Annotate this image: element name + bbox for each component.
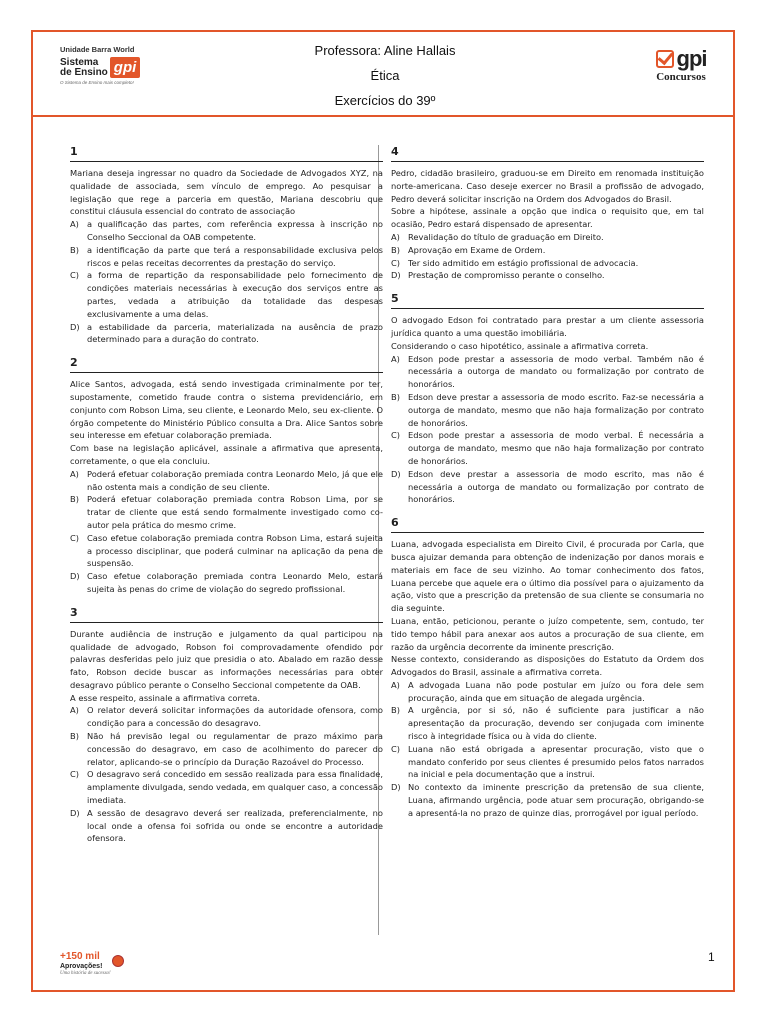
option-d xyxy=(391,781,704,819)
option-b xyxy=(391,391,704,429)
option-letter: A) xyxy=(391,231,400,242)
option-text: Caso efetue colaboração premiada contra Leonardo Melo, estará sujeita às penas do crime de violação do segredo profissional. xyxy=(87,571,383,594)
option-b xyxy=(391,244,704,257)
question-text: Mariana deseja ingressar no quadro da Sociedade de Advogados XYZ, na qualidade de associada, sem vínculo de emprego. Ao pesquisar a legislação que rege a parceria em questão, Mariana descobriu que constitui cláusula essencial do contrato de associação xyxy=(70,168,383,217)
option-list xyxy=(70,218,383,346)
option-letter: C) xyxy=(391,257,401,268)
option-b xyxy=(70,244,383,270)
option-b xyxy=(391,704,704,742)
option-letter: A) xyxy=(391,679,400,690)
option-letter: C) xyxy=(391,430,401,441)
option-text: Aprovação em Exame de Ordem. xyxy=(408,244,546,255)
option-letter: A) xyxy=(70,468,79,479)
option-letter: C) xyxy=(70,270,80,281)
option-d xyxy=(391,468,704,506)
option-list xyxy=(70,704,383,845)
question-4 xyxy=(391,145,704,282)
option-text: a estabilidade da parceria, materializada na ausência de prazo determinado para a duração do contrato. xyxy=(87,321,383,345)
option-text: Edson deve prestar a assessoria de modo escrito, mas não é necessária a outorga de mandato ou formalização por contrato de honorários. xyxy=(408,468,704,505)
option-letter: B) xyxy=(391,391,400,402)
option-text: Edson pode prestar a assessoria de modo verbal. Também não é necessária a outorga de mandato ou formalização por contrato de honorários. xyxy=(408,353,704,390)
option-d xyxy=(70,321,383,347)
left-column xyxy=(70,145,383,855)
option-a xyxy=(391,679,704,705)
logo-system-label: Sistema de Ensino xyxy=(60,56,108,78)
logo-system-text xyxy=(60,58,108,78)
option-text: A advogada Luana não pode postular em juízo ou fora dele sem procuração, ainda que em situação de alegada urgência. xyxy=(408,679,704,703)
option-c xyxy=(391,429,704,467)
option-c xyxy=(70,269,383,320)
logo-right-sub: Concursos xyxy=(656,71,706,83)
option-letter: C) xyxy=(391,743,401,754)
option-list xyxy=(391,679,704,820)
logo-right-brand: gpi xyxy=(676,46,707,71)
option-text: Ter sido admitido em estágio profissional de advocacia. xyxy=(408,257,639,268)
option-b xyxy=(70,730,383,768)
question-2 xyxy=(70,356,383,596)
option-text: a qualificação das partes, com referência expressa à inscrição no Conselho Seccional da OAB competente. xyxy=(87,219,383,242)
option-letter: C) xyxy=(70,769,80,780)
option-letter: B) xyxy=(70,244,79,255)
question-3 xyxy=(70,606,383,846)
logo-unit-name: Unidade Barra World xyxy=(60,45,135,54)
question-text: Durante audiência de instrução e julgamento da qual participou na qualidade de advogado, Robson foi comprovadamente ofendido por palavras desferidas pelo juiz que presidia o ato. Abalado em razão desse fato, Robson decide buscar as informações necessárias para obter desagravo público perante o Conselho Seccional competente da OAB. xyxy=(70,628,383,690)
option-text: a forma de repartição da responsabilidade pelo fornecimento de condições materiais necessárias à execução dos serviços entre as partes, vedada a atribuição da totalidade das despesas exclusivamente a uma delas. xyxy=(87,270,383,319)
question-number: 5 xyxy=(391,292,704,309)
option-text: Revalidação do título de graduação em Direito. xyxy=(408,231,604,242)
option-letter: D) xyxy=(391,270,401,281)
option-c xyxy=(70,532,383,570)
right-column xyxy=(391,145,704,830)
option-letter: A) xyxy=(70,705,79,716)
option-text: a identificação da parte que terá a responsabilidade exclusiva pelos riscos e pelas receitas decorrentes da prestação do serviço. xyxy=(87,244,383,268)
question-1 xyxy=(70,145,383,346)
option-text: O desagravo será concedido em sessão realizada para essa finalidade, amplamente divulgada, sendo vedada, em qualquer caso, a concessão imediata. xyxy=(87,769,383,806)
medal-icon xyxy=(112,955,124,967)
option-letter: D) xyxy=(70,571,80,582)
logo-tagline: O Sistema de Ensino mais completo! xyxy=(60,80,134,85)
question-text-2: Luana, então, peticionou, perante o juízo competente, sem, contudo, ter tido tempo hábil para anexar aos autos a procuração de sua cliente, em razão da urgência decorrente da iminente prescrição. xyxy=(391,615,704,652)
option-list xyxy=(391,353,704,507)
logo-gpi-brand: gpi xyxy=(110,57,141,78)
option-letter: B) xyxy=(70,494,79,505)
question-number: 3 xyxy=(70,606,383,623)
option-a xyxy=(70,218,383,244)
option-letter: B) xyxy=(391,705,400,716)
option-letter: B) xyxy=(70,731,79,742)
question-prompt: Com base na legislação aplicável, assinale a afirmativa que apresenta, corretamente, o que ela concluiu. xyxy=(70,443,383,466)
logo-gpi-concursos xyxy=(640,46,722,83)
subject-title: Ética xyxy=(370,68,400,83)
question-prompt: Sobre a hipótese, assinale a opção que indica o requisito que, em tal ocasião, Pedro estará dispensado de apresentar. xyxy=(391,206,704,230)
document-header xyxy=(250,42,520,117)
option-letter: A) xyxy=(70,219,79,230)
option-text: Poderá efetuar colaboração premiada contra Leonardo Melo, já que ele não ostenta mais a condição de seu cliente. xyxy=(87,468,383,492)
question-number: 1 xyxy=(70,145,383,162)
badge-label: Aprovações! xyxy=(60,963,103,970)
option-d xyxy=(70,807,383,845)
option-text: O relator deverá solicitar informações da autoridade ofensora, como condição para a concessão do desagravo. xyxy=(87,705,383,729)
question-number: 4 xyxy=(391,145,704,162)
option-text: Luana não está obrigada a apresentar procuração, visto que o mandato conferido por seus clientes é presumido pelos fatos narrados na inicial e pela documentação que a instrui. xyxy=(408,743,704,780)
option-a xyxy=(391,231,704,244)
page-number: 1 xyxy=(708,950,715,964)
option-text: A urgência, por si só, não é suficiente para justificar a não apresentação da procuração, devendo ser conjugada com iminente risco à integridade física ou à vida do cliente. xyxy=(408,705,704,742)
option-text: Não há previsão legal ou regulamentar de prazo máximo para concessão do desagravo, em caso de acolhimento do parecer do relator, aplicando-se o princípio da Duração Razoável do Processo. xyxy=(87,731,383,767)
option-text: A sessão de desagravo deverá ser realizada, preferencialmente, no local onde a ofensa foi sofrida ou onde se encontre a autoridade ofensora. xyxy=(87,807,383,844)
question-prompt: Nesse contexto, considerando as disposições do Estatuto da Ordem dos Advogados do Brasil, assinale a afirmativa correta. xyxy=(391,654,704,678)
option-text: Poderá efetuar colaboração premiada contra Robson Lima, por se tratar de cliente que está sendo formalmente investigado como co-autor pela prática do mesmo crime. xyxy=(87,494,383,530)
option-letter: C) xyxy=(70,532,80,543)
option-c xyxy=(70,768,383,806)
option-a xyxy=(70,704,383,730)
logo-sistema-gpi xyxy=(60,45,150,85)
question-number: 6 xyxy=(391,516,704,533)
question-text: Alice Santos, advogada, está sendo investigada criminalmente por ter, supostamente, cometido fraude contra o sistema previdenciário, em conjunto com Robson Lima, seu cliente, e Leonardo Melo, seu ex-cliente. O órgão competente do Ministério Público consulta a Dra. Alice Santos sobre seu interesse em efetuar colaboração premiada. xyxy=(70,379,383,441)
question-6 xyxy=(391,516,704,820)
option-text: No contexto da iminente prescrição da pretensão de sua cliente, Luana, afirmando urgência, pode atuar sem procuração, obrigando-se a apresentá-la no prazo de quinze dias, prorrogável por igual período. xyxy=(408,782,704,818)
checkmark-icon xyxy=(656,50,674,68)
option-letter: A) xyxy=(391,353,400,364)
option-text: Prestação de compromisso perante o conselho. xyxy=(408,270,605,281)
option-c xyxy=(391,743,704,781)
option-letter: D) xyxy=(391,468,401,479)
option-letter: D) xyxy=(70,807,80,818)
question-text: Pedro, cidadão brasileiro, graduou-se em Direito em renomada instituição norte-americana. Caso deseje exercer no Brasil a profissão de advogado, Pedro deverá solicitar inscrição na Ordem dos Advogados do Brasil. xyxy=(391,168,704,204)
question-text: Luana, advogada especialista em Direito Civil, é procurada por Carla, que busca ajuizar demanda para obtenção de indenização por danos morais e materiais em face de seu vizinho. Ao tomar conhecimento dos fatos, Luana percebe que aquele era o último dia possível para o ajuizamento da ação, visto que a prescrição da pretensão de sua cliente se consumaria no dia seguinte. xyxy=(391,539,704,614)
option-d xyxy=(70,570,383,596)
badge-slogan: Uma história de sucesso! xyxy=(60,971,111,976)
question-5 xyxy=(391,292,704,506)
teacher-name: Professora: Aline Hallais xyxy=(314,43,456,58)
option-c xyxy=(391,257,704,270)
option-a xyxy=(391,353,704,391)
option-list xyxy=(70,468,383,596)
option-b xyxy=(70,493,383,531)
option-list xyxy=(391,231,704,282)
exercise-title: Exercícios do 39º xyxy=(334,93,436,108)
option-letter: B) xyxy=(391,244,400,255)
badge-count: +150 mil xyxy=(60,951,100,962)
option-text: Edson deve prestar a assessoria de modo escrito. Faz-se necessária a outorga de mandato, mesmo que não haja formalização por contrato de honorários. xyxy=(408,391,704,428)
question-number: 2 xyxy=(70,356,383,373)
option-text: Caso efetue colaboração premiada contra Robson Lima, estará sujeita a processo disciplinar, que poderá culminar na aplicação da pena de suspensão. xyxy=(87,532,383,569)
option-d xyxy=(391,269,704,282)
question-text: O advogado Edson foi contratado para prestar a um cliente assessoria jurídica quanto a uma questão imobiliária. xyxy=(391,315,704,338)
option-letter: D) xyxy=(391,782,401,793)
question-prompt: A esse respeito, assinale a afirmativa correta. xyxy=(70,692,261,703)
option-text: Edson pode prestar a assessoria de modo verbal. É necessária a outorga de mandato, mesmo que não haja formalização por contrato de honorários. xyxy=(408,430,704,466)
option-letter: D) xyxy=(70,321,80,332)
question-prompt: Considerando o caso hipotético, assinale a afirmativa correta. xyxy=(391,340,649,351)
approvals-badge xyxy=(60,952,130,976)
option-a xyxy=(70,468,383,494)
